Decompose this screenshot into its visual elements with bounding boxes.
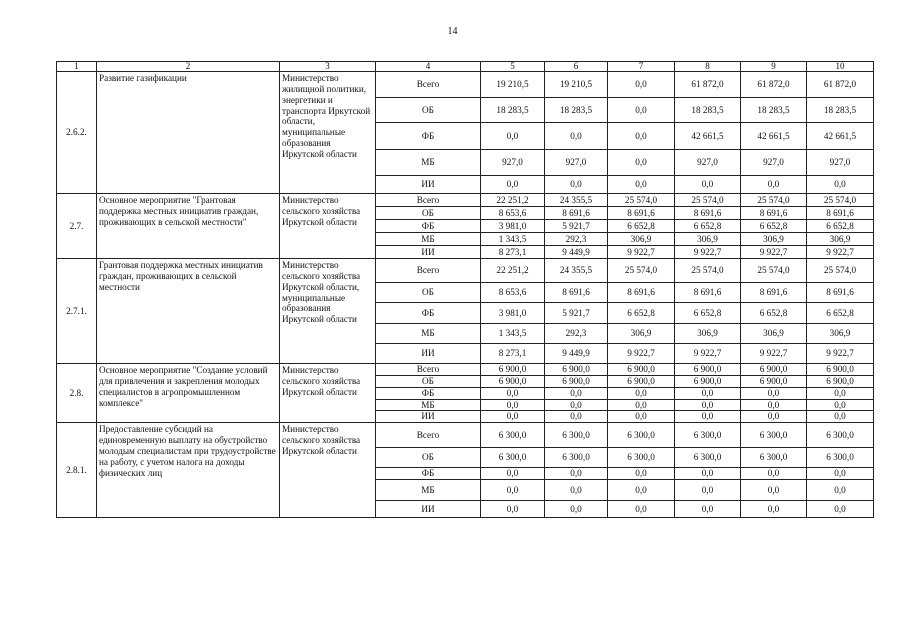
amount-cell: 0,0 [608,176,675,194]
column-header: 9 [741,62,807,72]
amount-cell: 0,0 [807,176,874,194]
funding-source: Всего [376,72,481,98]
amount-cell: 0,0 [608,123,675,150]
amount-cell: 6 900,0 [608,364,675,376]
amount-cell: 6 300,0 [481,448,545,468]
amount-cell: 306,9 [807,324,874,344]
amount-cell: 0,0 [807,468,874,480]
amount-cell: 25 574,0 [608,259,675,283]
column-header: 7 [608,62,675,72]
amount-cell: 0,0 [545,399,608,411]
amount-cell: 6 652,8 [608,220,675,233]
amount-cell: 0,0 [807,411,874,423]
amount-cell: 18 283,5 [741,98,807,123]
amount-cell: 22 251,2 [481,259,545,283]
amount-cell: 306,9 [741,233,807,246]
funding-source: МБ [376,233,481,246]
funding-source: ОБ [376,448,481,468]
amount-cell: 0,0 [608,150,675,176]
amount-cell: 0,0 [545,176,608,194]
item-name: Развитие газификации [97,72,280,194]
amount-cell: 6 900,0 [675,364,741,376]
amount-cell: 6 652,8 [807,220,874,233]
amount-cell: 3 981,0 [481,220,545,233]
funding-source: МБ [376,324,481,344]
amount-cell: 6 300,0 [741,448,807,468]
amount-cell: 61 872,0 [675,72,741,98]
amount-cell: 25 574,0 [741,194,807,207]
amount-cell: 6 300,0 [608,423,675,448]
amount-cell: 927,0 [807,150,874,176]
amount-cell: 5 921,7 [545,220,608,233]
funding-source: ФБ [376,123,481,150]
amount-cell: 0,0 [545,501,608,518]
budget-table [56,61,874,518]
amount-cell: 61 872,0 [741,72,807,98]
amount-cell: 18 283,5 [675,98,741,123]
item-name: Предоставление субсидий на единовременную выплату на обустройство молодым специалистам при трудоустройстве на работу, с учетом налога на доходы физических лиц [97,423,280,518]
item-name: Основное мероприятие "Грантовая поддержка местных инициатив граждан, проживающих в сельской местности" [97,194,280,259]
item-executor: Министерство сельского хозяйства Иркутской области [280,364,376,423]
item-executor: Министерство сельского хозяйства Иркутской области [280,423,376,518]
amount-cell: 6 900,0 [481,375,545,387]
column-number-row [57,62,874,72]
amount-cell: 9 922,7 [608,344,675,364]
funding-source: ИИ [376,501,481,518]
amount-cell: 42 661,5 [807,123,874,150]
page-number: 14 [447,26,458,37]
funding-source: ОБ [376,283,481,303]
amount-cell: 292,3 [545,233,608,246]
funding-source: ИИ [376,176,481,194]
amount-cell: 9 922,7 [675,344,741,364]
funding-source: Всего [376,194,481,207]
amount-cell: 25 574,0 [807,194,874,207]
table-row [57,364,874,376]
table-row [57,72,874,98]
amount-cell: 306,9 [741,324,807,344]
amount-cell: 0,0 [741,176,807,194]
amount-cell: 0,0 [675,399,741,411]
amount-cell: 8 691,6 [675,283,741,303]
amount-cell: 0,0 [675,468,741,480]
amount-cell: 9 922,7 [807,344,874,364]
amount-cell: 306,9 [675,233,741,246]
amount-cell: 0,0 [608,411,675,423]
amount-cell: 6 900,0 [545,375,608,387]
amount-cell: 0,0 [675,387,741,399]
amount-cell: 8 691,6 [545,207,608,220]
amount-cell: 6 300,0 [807,423,874,448]
amount-cell: 306,9 [675,324,741,344]
amount-cell: 8 691,6 [545,283,608,303]
amount-cell: 927,0 [545,150,608,176]
amount-cell: 0,0 [608,399,675,411]
amount-cell: 9 922,7 [741,246,807,259]
amount-cell: 18 283,5 [545,98,608,123]
funding-source: Всего [376,259,481,283]
amount-cell: 6 300,0 [807,448,874,468]
amount-cell: 6 652,8 [608,303,675,324]
item-executor: Министерство сельского хозяйства Иркутской области, муниципальные образования Иркутской области [280,259,376,364]
amount-cell: 6 652,8 [675,220,741,233]
amount-cell: 0,0 [741,480,807,501]
amount-cell: 8 691,6 [741,283,807,303]
amount-cell: 8 691,6 [608,283,675,303]
funding-source: ОБ [376,375,481,387]
amount-cell: 6 900,0 [608,375,675,387]
amount-cell: 8 273,1 [481,344,545,364]
amount-cell: 0,0 [807,501,874,518]
amount-cell: 927,0 [741,150,807,176]
amount-cell: 6 652,8 [675,303,741,324]
amount-cell: 8 691,6 [741,207,807,220]
funding-source: ОБ [376,207,481,220]
amount-cell: 0,0 [481,411,545,423]
item-executor: Министерство сельского хозяйства Иркутской области [280,194,376,259]
amount-cell: 0,0 [481,387,545,399]
amount-cell: 927,0 [481,150,545,176]
table-row [57,194,874,207]
amount-cell: 8 653,6 [481,207,545,220]
amount-cell: 6 900,0 [807,375,874,387]
amount-cell: 6 900,0 [741,364,807,376]
amount-cell: 306,9 [807,233,874,246]
funding-source: МБ [376,399,481,411]
column-header: 10 [807,62,874,72]
item-code: 2.6.2. [57,72,97,194]
amount-cell: 0,0 [608,98,675,123]
amount-cell: 8 273,1 [481,246,545,259]
amount-cell: 18 283,5 [807,98,874,123]
amount-cell: 0,0 [608,501,675,518]
amount-cell: 25 574,0 [741,259,807,283]
amount-cell: 927,0 [675,150,741,176]
amount-cell: 0,0 [545,480,608,501]
table-row [57,423,874,448]
amount-cell: 6 300,0 [481,423,545,448]
amount-cell: 8 691,6 [807,283,874,303]
amount-cell: 0,0 [807,399,874,411]
amount-cell: 0,0 [481,176,545,194]
amount-cell: 0,0 [481,468,545,480]
funding-source: МБ [376,480,481,501]
amount-cell: 0,0 [608,468,675,480]
amount-cell: 25 574,0 [608,194,675,207]
funding-source: МБ [376,150,481,176]
amount-cell: 19 210,5 [481,72,545,98]
amount-cell: 9 449,9 [545,246,608,259]
amount-cell: 6 900,0 [675,375,741,387]
amount-cell: 25 574,0 [807,259,874,283]
amount-cell: 25 574,0 [675,259,741,283]
amount-cell: 6 300,0 [741,423,807,448]
amount-cell: 8 691,6 [675,207,741,220]
amount-cell: 6 652,8 [741,220,807,233]
amount-cell: 9 449,9 [545,344,608,364]
amount-cell: 0,0 [741,411,807,423]
amount-cell: 0,0 [481,480,545,501]
amount-cell: 0,0 [675,501,741,518]
column-header: 5 [481,62,545,72]
amount-cell: 0,0 [545,468,608,480]
item-code: 2.7. [57,194,97,259]
funding-source: ОБ [376,98,481,123]
amount-cell: 0,0 [545,387,608,399]
amount-cell: 6 300,0 [675,423,741,448]
item-name: Грантовая поддержка местных инициатив граждан, проживающих в сельской местности [97,259,280,364]
funding-source: Всего [376,364,481,376]
amount-cell: 42 661,5 [675,123,741,150]
amount-cell: 0,0 [741,468,807,480]
amount-cell: 9 922,7 [807,246,874,259]
amount-cell: 19 210,5 [545,72,608,98]
amount-cell: 0,0 [675,176,741,194]
column-header: 3 [280,62,376,72]
column-header: 8 [675,62,741,72]
amount-cell: 0,0 [608,387,675,399]
amount-cell: 6 300,0 [675,448,741,468]
amount-cell: 61 872,0 [807,72,874,98]
funding-source: ИИ [376,246,481,259]
amount-cell: 6 652,8 [741,303,807,324]
amount-cell: 0,0 [741,501,807,518]
amount-cell: 24 355,5 [545,259,608,283]
item-name: Основное мероприятие "Создание условий для привлечения и закрепления молодых специалистов в агропромышленном комплексе" [97,364,280,423]
amount-cell: 306,9 [608,324,675,344]
item-code: 2.8.1. [57,423,97,518]
funding-source: ФБ [376,303,481,324]
amount-cell: 22 251,2 [481,194,545,207]
amount-cell: 0,0 [608,480,675,501]
amount-cell: 6 900,0 [741,375,807,387]
funding-source: ИИ [376,411,481,423]
amount-cell: 0,0 [741,387,807,399]
funding-source: ФБ [376,387,481,399]
item-code: 2.7.1. [57,259,97,364]
amount-cell: 9 922,7 [741,344,807,364]
amount-cell: 6 900,0 [807,364,874,376]
amount-cell: 3 981,0 [481,303,545,324]
amount-cell: 1 343,5 [481,233,545,246]
amount-cell: 292,3 [545,324,608,344]
funding-source: Всего [376,423,481,448]
amount-cell: 306,9 [608,233,675,246]
amount-cell: 9 922,7 [675,246,741,259]
amount-cell: 0,0 [545,123,608,150]
item-code: 2.8. [57,364,97,423]
amount-cell: 8 653,6 [481,283,545,303]
amount-cell: 0,0 [741,399,807,411]
amount-cell: 5 921,7 [545,303,608,324]
amount-cell: 6 900,0 [545,364,608,376]
column-header: 2 [97,62,280,72]
amount-cell: 0,0 [675,480,741,501]
amount-cell: 25 574,0 [675,194,741,207]
amount-cell: 0,0 [807,387,874,399]
amount-cell: 0,0 [481,399,545,411]
funding-source: ФБ [376,220,481,233]
amount-cell: 0,0 [545,411,608,423]
table-row [57,259,874,283]
amount-cell: 0,0 [807,480,874,501]
column-header: 1 [57,62,97,72]
funding-source: ФБ [376,468,481,480]
amount-cell: 6 300,0 [545,448,608,468]
amount-cell: 6 900,0 [481,364,545,376]
amount-cell: 42 661,5 [741,123,807,150]
amount-cell: 0,0 [608,72,675,98]
amount-cell: 0,0 [675,411,741,423]
amount-cell: 1 343,5 [481,324,545,344]
amount-cell: 24 355,5 [545,194,608,207]
amount-cell: 0,0 [481,501,545,518]
amount-cell: 9 922,7 [608,246,675,259]
amount-cell: 6 300,0 [608,448,675,468]
amount-cell: 6 652,8 [807,303,874,324]
amount-cell: 0,0 [481,123,545,150]
table-body [57,62,874,518]
amount-cell: 8 691,6 [608,207,675,220]
amount-cell: 6 300,0 [545,423,608,448]
column-header: 4 [376,62,481,72]
funding-source: ИИ [376,344,481,364]
amount-cell: 8 691,6 [807,207,874,220]
item-executor: Министерство жилищной политики, энергетики и транспорта Иркутской области, муниципальные образования Иркутской области [280,72,376,194]
column-header: 6 [545,62,608,72]
amount-cell: 18 283,5 [481,98,545,123]
